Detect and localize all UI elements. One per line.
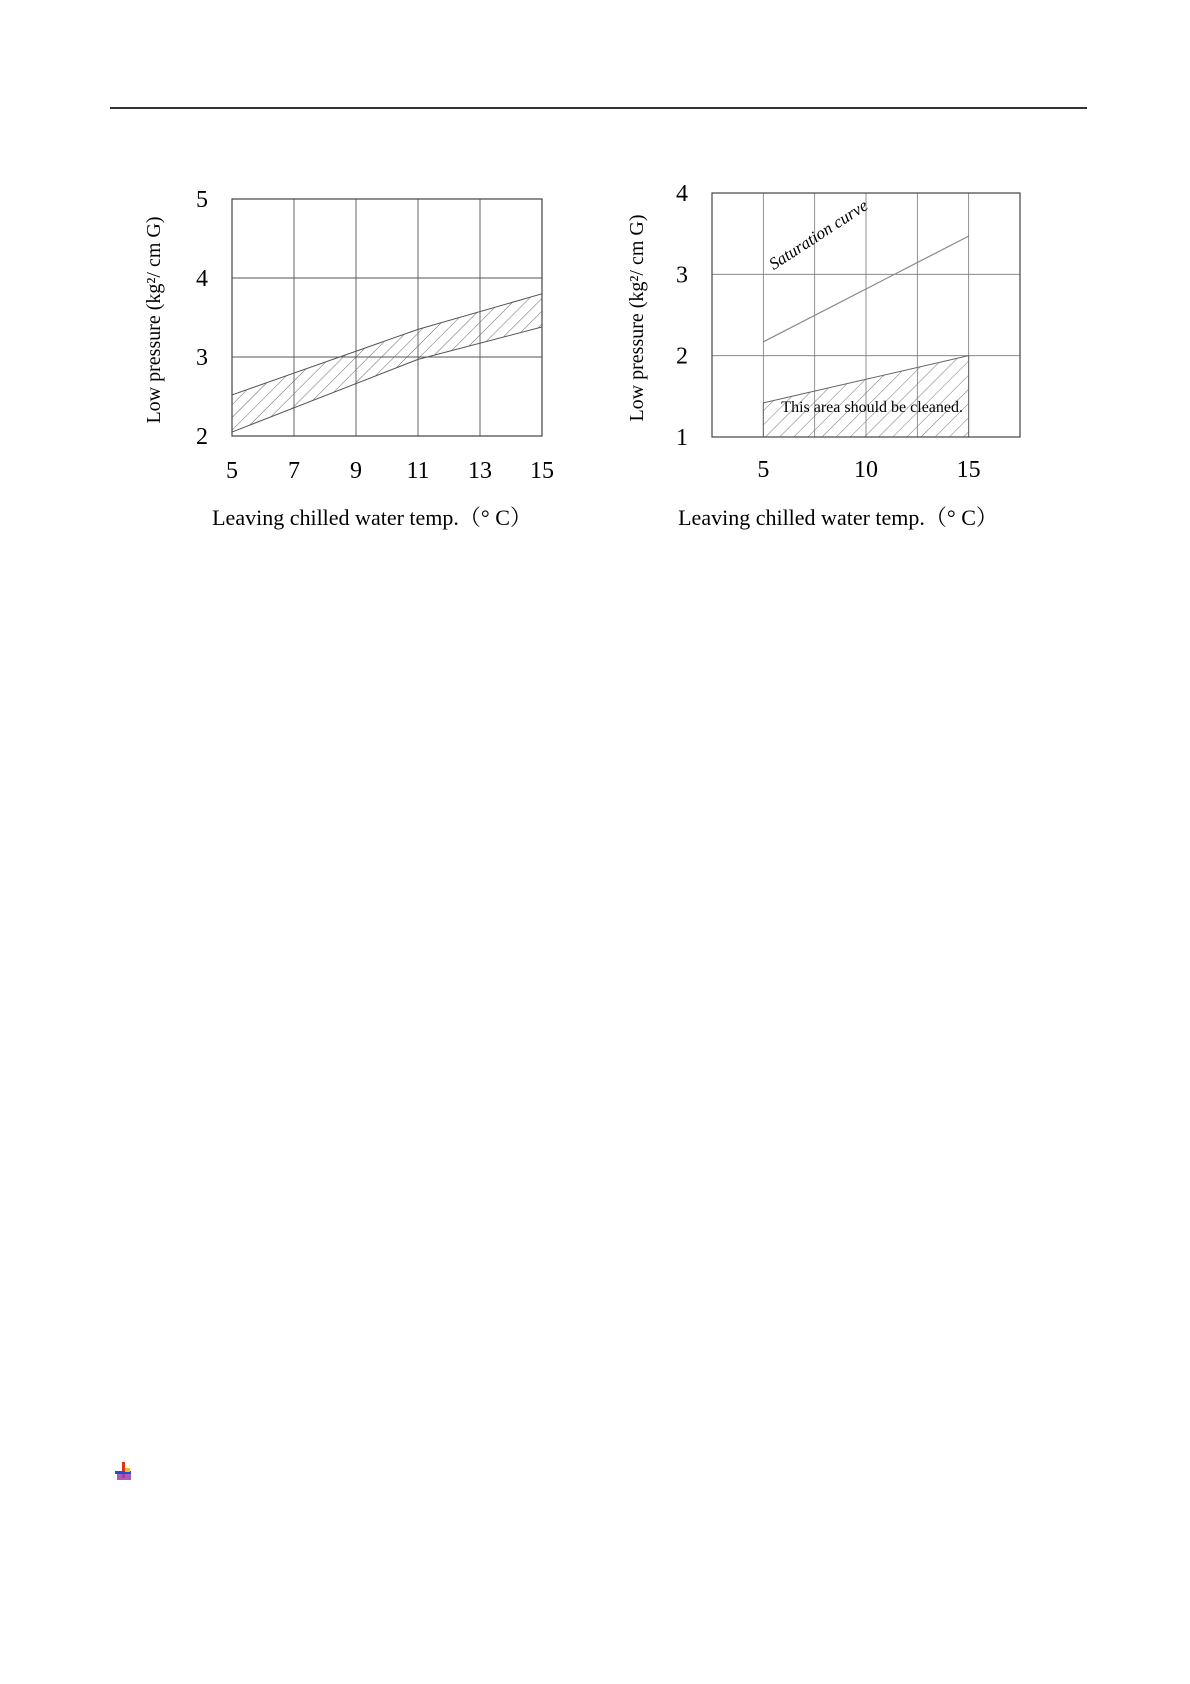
left-x-tick-label: 13 [468, 458, 492, 484]
right-cleaning-label: This area should be cleaned. [781, 398, 964, 416]
right-y-tick-label: 4 [676, 181, 688, 207]
right-y-axis-label: Low pressure (kg²/ cm G) [626, 214, 648, 422]
right-y-ticks [676, 181, 688, 451]
left-x-tick-label: 15 [530, 458, 554, 484]
left-x-tick-label: 11 [406, 458, 430, 484]
right-saturation-label: Saturation curve [765, 195, 872, 274]
left-x-axis-label: Leaving chilled water temp.（° C） [212, 505, 532, 530]
left-y-tick-label: 5 [196, 187, 208, 213]
left-y-tick-label: 2 [196, 424, 208, 450]
right-x-tick-label: 10 [854, 457, 878, 483]
chart-saturation-cleaning [0, 0, 1100, 560]
left-y-tick-label: 4 [196, 266, 208, 292]
left-y-tick-label: 3 [196, 345, 208, 371]
right-x-tick-label: 15 [956, 457, 981, 483]
right-y-tick-label: 1 [676, 425, 688, 451]
left-x-tick-label: 7 [288, 458, 300, 484]
left-x-tick-label: 9 [350, 458, 362, 484]
right-y-tick-label: 2 [676, 343, 688, 370]
right-x-tick-label: 5 [757, 457, 770, 483]
colored-cursor-icon [113, 1462, 135, 1484]
right-x-ticks [757, 457, 980, 483]
left-x-tick-label: 5 [226, 458, 238, 484]
right-x-axis-label: Leaving chilled water temp.（° C） [678, 505, 998, 530]
left-y-axis-label: Low pressure (kg²/ cm G) [143, 216, 165, 424]
right-y-tick-label: 3 [676, 262, 688, 289]
